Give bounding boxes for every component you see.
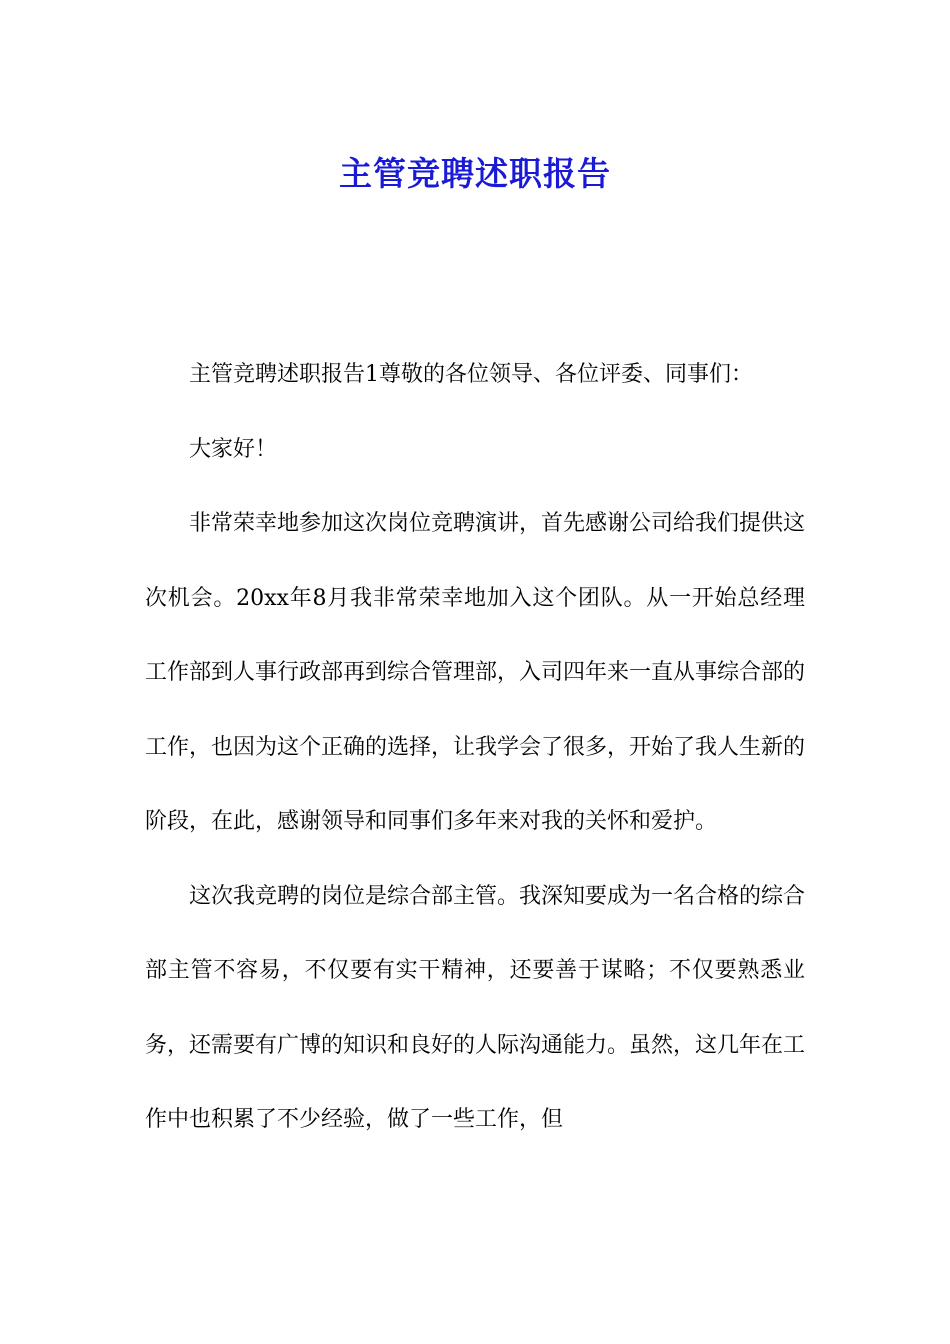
document-title: 主管竞聘述职报告: [339, 154, 611, 194]
paragraph-position: 这次我竞聘的岗位是综合部主管。我深知要成为一名合格的综合部主管不容易，不仅要有实干精神，还要善于谋略；不仅要熟悉业务，还需要有广博的知识和良好的人际沟通能力。虽然，这几年在工作中也积累了不少经验，做了一些工作，但: [145, 883, 806, 1132]
paragraph-introduction: 非常荣幸地参加这次岗位竞聘演讲，首先感谢公司给我们提供这次机会。20xx年8月我非常荣幸地加入这个团队。从一开始总经理工作部到人事行政部再到综合管理部，入司四年来一直从事综合部的工作，也因为这个正确的选择，让我学会了很多，开始了我人生新的阶段，在此，感谢领导和同事们多年来对我的关怀和爱护。: [145, 511, 806, 834]
paragraph-hello: 大家好！: [189, 436, 278, 462]
paragraph-greeting: 主管竞聘述职报告1尊敬的各位领导、各位评委、同事们：: [189, 362, 753, 387]
document-body: [145, 338, 805, 1158]
